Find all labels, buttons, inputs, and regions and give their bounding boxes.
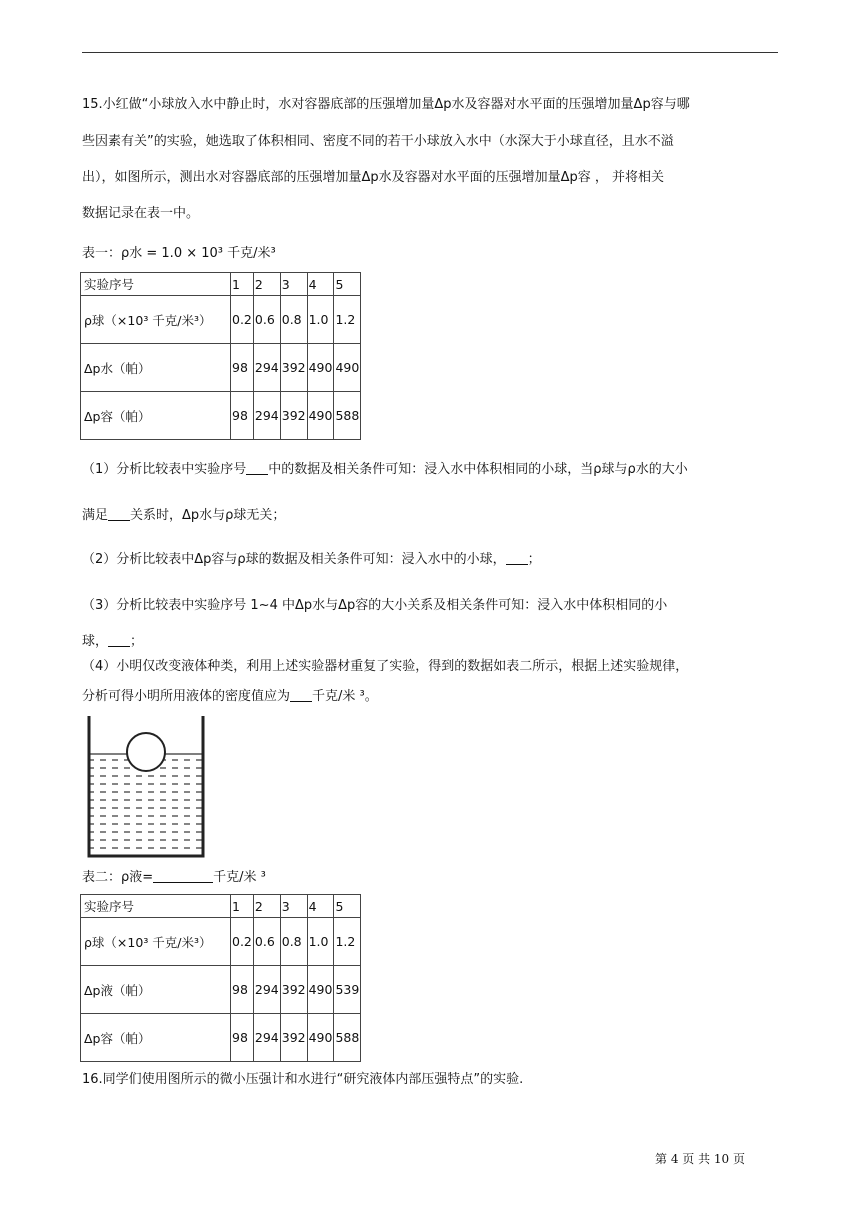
table-header-cell: 实验序号 [81, 273, 231, 296]
answer-blank[interactable] [506, 551, 528, 565]
table-header-cell: 1 [231, 273, 254, 296]
subq-1-line1 [82, 460, 782, 480]
table-cell: 1.2 [334, 918, 361, 966]
subq-2-text-a: （2）分析比较表中Δp容与ρ球的数据及相关条件可知：浸入水中的小球， [82, 552, 506, 567]
q15-line4: 数据记录在表一中。 [82, 206, 200, 221]
subq-4-line2 [82, 687, 782, 707]
table-header-cell: 5 [334, 895, 361, 918]
table-header-cell: 4 [307, 273, 334, 296]
subq-4-text-c: 千克/米 ³。 [312, 689, 378, 704]
table-cell: 294 [253, 1014, 280, 1062]
table1-caption: 表一：ρ水 = 1.0 × 10³ 千克/米³ [82, 246, 276, 261]
table-row [81, 296, 361, 344]
table-cell: 294 [253, 966, 280, 1014]
table-header-cell: 1 [231, 895, 254, 918]
table-cell: 588 [334, 392, 361, 440]
table2-caption-a: 表二：ρ液= [82, 870, 154, 885]
subq-1-text-c: 满足 [82, 508, 109, 523]
subq-2 [82, 550, 782, 570]
table-header-cell: 5 [334, 273, 361, 296]
table2 [80, 894, 361, 1062]
page-footer: 第 4 页 共 10 页 [655, 1152, 745, 1166]
table-header-cell: 实验序号 [81, 895, 231, 918]
table-cell: 1.0 [307, 296, 334, 344]
row-label: ρ球（×10³ 千克/米³） [81, 918, 231, 966]
table-cell: 490 [334, 344, 361, 392]
table-cell: 1.2 [334, 296, 361, 344]
q16-text: 16.同学们使用图所示的微小压强计和水进行“研究液体内部压强特点”的实验. [82, 1072, 524, 1087]
table-cell: 0.2 [231, 296, 254, 344]
table-cell: 392 [280, 392, 307, 440]
subq-3-line2 [82, 632, 782, 652]
table-cell: 392 [280, 966, 307, 1014]
table-header-cell: 2 [253, 273, 280, 296]
table1 [80, 272, 361, 440]
table-cell: 0.8 [280, 918, 307, 966]
table-cell: 539 [334, 966, 361, 1014]
table-cell: 98 [231, 392, 254, 440]
table-row [81, 344, 361, 392]
density-blank[interactable] [153, 869, 213, 883]
q15-line3: 出），如图所示，测出水对容器底部的压强增加量Δp水及容器对水平面的压强增加量Δp容 ， 并将相关 [82, 170, 665, 185]
subq-1-line2 [82, 506, 782, 526]
subq-3-text-c: ； [130, 634, 144, 649]
table-cell: 490 [307, 344, 334, 392]
row-label: Δp容（帕） [81, 1014, 231, 1062]
row-label: ρ球（×10³ 千克/米³） [81, 296, 231, 344]
table2-caption-b: 千克/米 ³ [213, 870, 266, 885]
table-cell: 294 [253, 392, 280, 440]
table-row [81, 392, 361, 440]
subq-1-text-a: （1）分析比较表中实验序号 [82, 462, 247, 477]
table-cell: 392 [280, 1014, 307, 1062]
table2-caption [82, 868, 782, 888]
table-cell: 490 [307, 1014, 334, 1062]
row-label: Δp液（帕） [81, 966, 231, 1014]
subq-1-text-b: 中的数据及相关条件可知：浸入水中体积相同的小球，当ρ球与ρ水的大小 [268, 462, 688, 477]
table-cell: 0.6 [253, 918, 280, 966]
table-row [81, 1014, 361, 1062]
table-cell: 98 [231, 1014, 254, 1062]
table-cell: 0.2 [231, 918, 254, 966]
table-header-cell: 3 [280, 895, 307, 918]
table-cell: 588 [334, 1014, 361, 1062]
table-header-cell: 3 [280, 273, 307, 296]
table-cell: 392 [280, 344, 307, 392]
answer-blank[interactable] [108, 633, 130, 647]
subq-3-text-b: 球， [82, 634, 109, 649]
table-cell: 490 [307, 392, 334, 440]
table1-header-row [81, 273, 361, 296]
subq-1-text-d: 关系时，Δp水与ρ球无关； [130, 508, 286, 523]
q15-line2: 些因素有关”的实验，她选取了体积相同、密度不同的若干小球放入水中（水深大于小球直径，且水不溢 [82, 134, 674, 149]
table-cell: 1.0 [307, 918, 334, 966]
header-rule [82, 52, 778, 53]
table-cell: 0.8 [280, 296, 307, 344]
table-cell: 98 [231, 966, 254, 1014]
table-header-cell: 2 [253, 895, 280, 918]
answer-blank[interactable] [290, 688, 312, 702]
answer-blank[interactable] [246, 461, 268, 475]
subq-3-line1: （3）分析比较表中实验序号 1~4 中Δp水与Δp容的大小关系及相关条件可知：浸入水中体积相同的小 [82, 598, 668, 613]
subq-4-line1: （4）小明仅改变液体种类，利用上述实验器材重复了实验，得到的数据如表二所示，根据上述实验规律， [82, 659, 689, 674]
table-cell: 294 [253, 344, 280, 392]
container-figure [86, 716, 206, 860]
q15-line1: 15.小红做“小球放入水中静止时，水对容器底部的压强增加量Δp水及容器对水平面的压强增加量Δp容与哪 [82, 97, 690, 112]
table2-header-row [81, 895, 361, 918]
table-row [81, 918, 361, 966]
answer-blank[interactable] [108, 507, 130, 521]
table-header-cell: 4 [307, 895, 334, 918]
row-label: Δp水（帕） [81, 344, 231, 392]
table-row [81, 966, 361, 1014]
table-cell: 98 [231, 344, 254, 392]
table-cell: 0.6 [253, 296, 280, 344]
table-cell: 490 [307, 966, 334, 1014]
subq-4-text-b: 分析可得小明所用液体的密度值应为 [82, 689, 291, 704]
row-label: Δp容（帕） [81, 392, 231, 440]
ball [127, 733, 165, 771]
subq-2-text-b: ； [527, 552, 541, 567]
